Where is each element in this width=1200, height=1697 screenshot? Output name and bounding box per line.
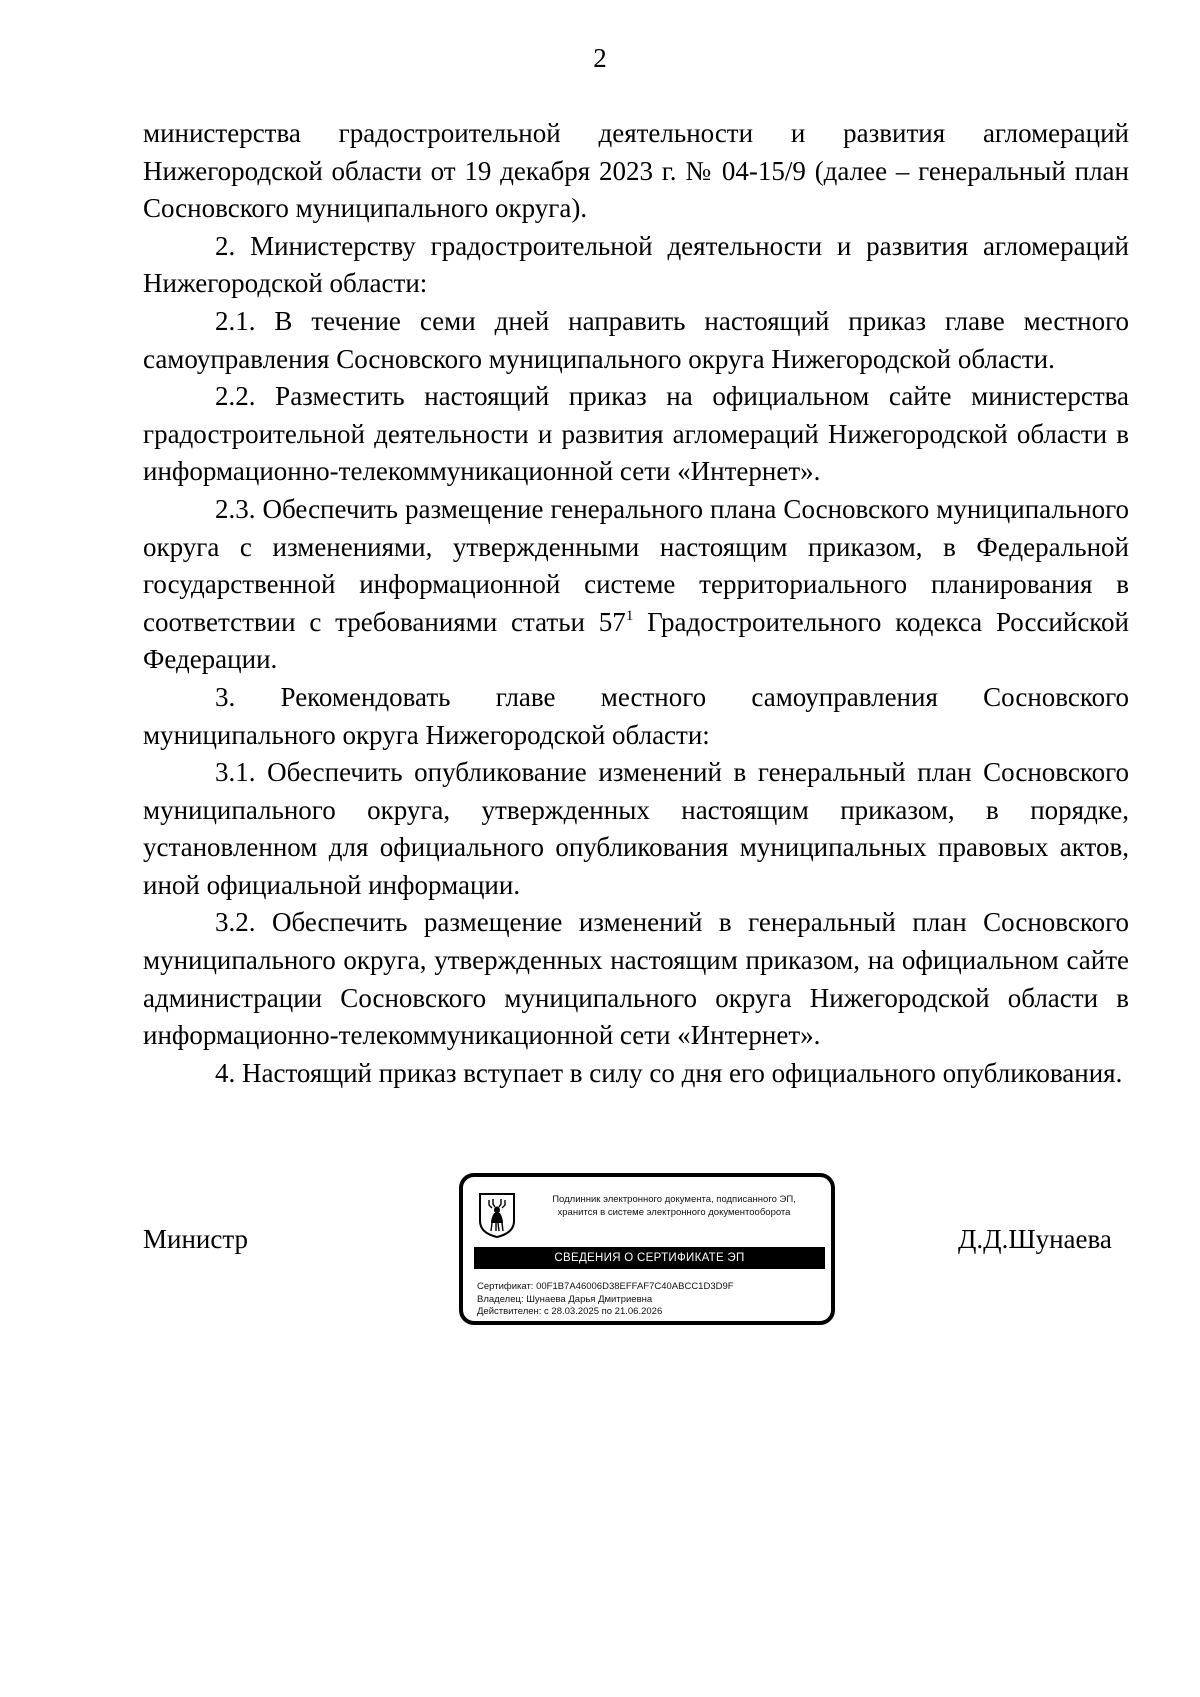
paragraph-text-tail: Градостроительного кодекса Российской Федерации. xyxy=(143,606,1130,675)
paragraph-intro-continuation xyxy=(143,115,1129,228)
stamp-caption xyxy=(525,1193,823,1219)
paragraph-item-2-3 xyxy=(143,491,1129,679)
paragraph-text: 2.1. В течение семи дней направить настоящий приказ главе местного самоуправления Сосновского муниципального округа Нижегородской области. xyxy=(143,305,1129,374)
deer-emblem-icon xyxy=(477,1191,517,1239)
paragraph-text: 3.2. Обеспечить размещение изменений в генеральный план Сосновского муниципального округа, утвержденных настоящим приказом, на официальном сайте администрации Сосновского муниципального округа Нижегородской области в информационно-телекоммуникационной сети «Интернет». xyxy=(143,907,1129,1051)
paragraph-text: 2. Министерству градостроительной деятельности и развития агломераций Нижегородской области: xyxy=(143,230,1129,299)
superscript-article-index: 1 xyxy=(625,607,634,624)
paragraph-text: 2.3. Обеспечить размещение генерального плана Сосновского муниципального округа с изменениями, утвержденными настоящим приказом, в Федеральной государственной информационной системе территориального планирования в соответствии с требованиями статьи 57 xyxy=(143,493,1129,637)
paragraph-text: 3. Рекомендовать главе местного самоуправления Сосновского муниципального округа Нижегородской области: xyxy=(143,681,1129,750)
signatory-title: Министр xyxy=(143,1224,248,1254)
page-number: 2 xyxy=(593,43,607,73)
certificate-info-bar: СВЕДЕНИЯ О СЕРТИФИКАТЕ ЭП xyxy=(474,1247,825,1269)
paragraph-text: 4. Настоящий приказ вступает в силу со дня его официального опубликования. xyxy=(215,1057,1123,1088)
paragraph-item-2 xyxy=(143,228,1129,303)
paragraph-item-4 xyxy=(143,1055,1129,1093)
certificate-owner: Владелец: Шунаева Дарья Дмитриевна xyxy=(477,1293,653,1305)
paragraph-text: 3.1. Обеспечить опубликование изменений в генеральный план Сосновского муниципального округа, утвержденных настоящим приказом, в порядке, установленном для официального опубликования муниципальных правовых актов, иной официальной информации. xyxy=(143,757,1129,900)
paragraph-item-3-2 xyxy=(143,904,1129,1054)
paragraph-text: 2.2. Разместить настоящий приказ на официальном сайте министерства градостроительной деятельности и развития агломераций Нижегородской области в информационно-телекоммуникационной сети «Интернет». xyxy=(143,381,1129,487)
paragraph-item-2-2 xyxy=(143,378,1129,491)
signatory-name: Д.Д.Шунаева xyxy=(958,1224,1112,1254)
certificate-validity: Действителен: с 28.03.2025 по 21.06.2026 xyxy=(477,1306,663,1317)
stamp-caption-line: хранится в системе электронного документооборота xyxy=(557,1207,791,1218)
electronic-signature-stamp xyxy=(459,1173,835,1325)
stamp-caption-line: Подлинник электронного документа, подписанного ЭП, xyxy=(552,1194,796,1205)
paragraph-item-3-1 xyxy=(143,754,1129,904)
certificate-serial: Сертификат: 00F1B7A46006D38EFFAF7C40ABCC1D3D9F xyxy=(477,1281,734,1292)
certificate-details xyxy=(477,1281,734,1319)
document-body xyxy=(143,115,1129,1092)
paragraph-text: министерства градостроительной деятельности и развития агломераций Нижегородской области от 19 декабря 2023 г. № 04-15/9 (далее – генеральный план Сосновского муниципального округа). xyxy=(143,118,1129,224)
paragraph-item-2-1 xyxy=(143,303,1129,378)
paragraph-item-3 xyxy=(143,679,1129,754)
